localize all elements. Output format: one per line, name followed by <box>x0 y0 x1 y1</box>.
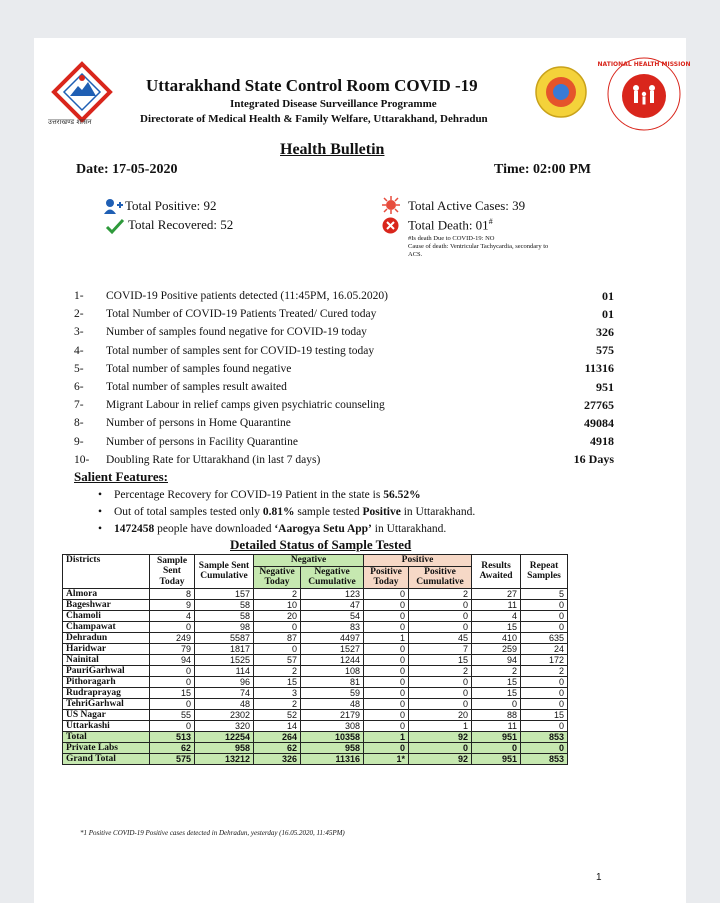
col-repeat-samples: Repeat Samples <box>521 555 568 589</box>
table-cell: 54 <box>301 610 364 621</box>
district-name: TehriGarhwal <box>63 698 150 709</box>
table-cell: 0 <box>409 742 472 753</box>
table-cell: 0 <box>409 698 472 709</box>
col-sample-sent-today: Sample Sent Today <box>150 555 195 589</box>
table-cell: 15 <box>472 687 521 698</box>
table-cell: 1 <box>364 731 409 742</box>
table-cell: 172 <box>521 654 568 665</box>
control-room-title: Uttarakhand State Control Room COVID -19 <box>146 76 478 95</box>
table-cell: 0 <box>409 610 472 621</box>
table-cell: 8 <box>150 588 195 599</box>
table-cell: 7 <box>409 643 472 654</box>
table-cell: 0 <box>364 643 409 654</box>
table-cell: 2 <box>472 665 521 676</box>
table-cell: 410 <box>472 632 521 643</box>
table-cell: 15 <box>150 687 195 698</box>
table-cell: 114 <box>195 665 254 676</box>
item-text: Total Number of COVID-19 Patients Treated/ Cured today <box>106 308 377 321</box>
table-cell: 326 <box>254 753 301 764</box>
table-cell: 635 <box>521 632 568 643</box>
table-cell: 958 <box>301 742 364 753</box>
item-value: 49084 <box>584 415 614 430</box>
table-cell: 259 <box>472 643 521 654</box>
item-number: 2- <box>74 308 84 321</box>
table-cell: 24 <box>521 643 568 654</box>
bulletin-item <box>74 451 614 469</box>
col-neg-cum: Negative Cumulative <box>301 566 364 588</box>
death-note <box>408 235 638 259</box>
table-cell: 513 <box>150 731 195 742</box>
table-cell: 2179 <box>301 709 364 720</box>
table-cell: 1527 <box>301 643 364 654</box>
item-number: 5- <box>74 362 84 375</box>
item-value: 27765 <box>584 397 614 412</box>
table-cell: 15 <box>254 676 301 687</box>
table-cell: 48 <box>301 698 364 709</box>
table-cell: 11316 <box>301 753 364 764</box>
district-row <box>63 709 568 720</box>
table-cell: 59 <box>301 687 364 698</box>
table-cell: 3 <box>254 687 301 698</box>
table-cell: 0 <box>521 676 568 687</box>
table-cell: 62 <box>254 742 301 753</box>
bulletin-item <box>74 287 614 305</box>
bulletin-item <box>74 305 614 323</box>
total-recovered: Total Recovered: 52 <box>128 217 234 232</box>
table-cell: 0 <box>521 698 568 709</box>
col-negative: Negative <box>254 555 364 567</box>
bulletin-item <box>74 378 614 396</box>
death-mark: # <box>488 217 493 226</box>
item-text: COVID-19 Positive patients detected (11:45PM, 16.05.2020) <box>106 290 388 303</box>
district-name: Champawat <box>63 621 150 632</box>
item-text: Doubling Rate for Uttarakhand (in last 7 days) <box>106 453 321 466</box>
item-value: 4918 <box>590 434 614 449</box>
table-cell: 0 <box>364 588 409 599</box>
salient-item-recovery <box>114 487 475 504</box>
table-cell: 9 <box>150 599 195 610</box>
bulletin-item <box>74 360 614 378</box>
table-cell: 58 <box>195 610 254 621</box>
table-cell: 2 <box>409 588 472 599</box>
item-value: 01 <box>602 306 614 321</box>
page-number: 1 <box>596 872 602 883</box>
district-name: Bageshwar <box>63 599 150 610</box>
district-row <box>63 698 568 709</box>
district-row <box>63 687 568 698</box>
col-pos-cum: Positive Cumulative <box>409 566 472 588</box>
table-cell: 0 <box>150 676 195 687</box>
table-cell: 0 <box>150 665 195 676</box>
table-cell: 951 <box>472 753 521 764</box>
table-cell: 62 <box>150 742 195 753</box>
total-row <box>63 731 568 742</box>
health-bulletin-heading: Health Bulletin <box>280 141 385 158</box>
table-cell: 0 <box>364 698 409 709</box>
item-number: 4- <box>74 344 84 357</box>
bulletin-item <box>74 342 614 360</box>
table-cell: 52 <box>254 709 301 720</box>
total-death-text: Total Death: 01 <box>408 217 489 233</box>
item-text: Number of persons in Facility Quarantine <box>106 435 298 448</box>
table-cell: 4497 <box>301 632 364 643</box>
table-cell: 2 <box>521 665 568 676</box>
table-cell: 123 <box>301 588 364 599</box>
table-cell: 15 <box>472 676 521 687</box>
bulletin-item <box>74 433 614 451</box>
table-cell: 5 <box>521 588 568 599</box>
item-value: 11316 <box>584 361 614 376</box>
table-cell: 92 <box>409 731 472 742</box>
add-user-icon <box>104 198 124 214</box>
salient-features-heading: Salient Features: <box>74 469 168 484</box>
table-cell: 0 <box>409 676 472 687</box>
district-row <box>63 588 568 599</box>
downloads-count: 1472458 <box>114 523 155 535</box>
table-cell: 951 <box>472 731 521 742</box>
salient-item-aarogya <box>114 521 475 538</box>
district-name: PauriGarhwal <box>63 665 150 676</box>
item-value: 326 <box>596 324 614 339</box>
table-cell: 0 <box>521 610 568 621</box>
checkmark-icon <box>106 218 124 234</box>
item-number: 3- <box>74 326 84 339</box>
table-cell: 2302 <box>195 709 254 720</box>
table-cell: 87 <box>254 632 301 643</box>
table-cell: 0 <box>521 621 568 632</box>
table-cell: 0 <box>150 720 195 731</box>
table-cell: 15 <box>409 654 472 665</box>
table-cell: 0 <box>364 621 409 632</box>
item-value: 16 Days <box>573 452 614 467</box>
district-name: Grand Total <box>63 753 150 764</box>
district-name: Almora <box>63 588 150 599</box>
item-text: Number of samples found negative for COVID-19 today <box>106 326 367 339</box>
table-cell: 0 <box>409 621 472 632</box>
death-note-line2: Cause of death: Ventricular Tachycardia, secondary to <box>408 243 549 250</box>
table-cell: 0 <box>364 742 409 753</box>
salient-features-list <box>114 487 475 538</box>
idsp-logo <box>534 64 588 120</box>
total-positive: Total Positive: 92 <box>125 198 217 213</box>
table-cell: 0 <box>364 676 409 687</box>
table-cell: 1525 <box>195 654 254 665</box>
bulletin-item <box>74 323 614 341</box>
total-death <box>408 217 493 233</box>
total-row <box>63 753 568 764</box>
positivity-percent: 0.81% <box>262 506 295 518</box>
bulletin-page <box>34 38 691 903</box>
table-cell: 0 <box>521 687 568 698</box>
table-cell: 94 <box>472 654 521 665</box>
table-cell: 1* <box>364 753 409 764</box>
col-positive: Positive <box>364 555 472 567</box>
col-neg-today: Negative Today <box>254 566 301 588</box>
table-cell: 0 <box>472 742 521 753</box>
district-row <box>63 665 568 676</box>
table-cell: 853 <box>521 753 568 764</box>
total-row <box>63 742 568 753</box>
item-number: 8- <box>74 417 84 430</box>
item-text: Total number of samples found negative <box>106 362 292 375</box>
directorate-subtitle: Directorate of Medical Health & Family Welfare, Uttarakhand, Dehradun <box>140 113 488 125</box>
table-cell: 88 <box>472 709 521 720</box>
item-number: 7- <box>74 399 84 412</box>
table-cell: 45 <box>409 632 472 643</box>
table-cell: 0 <box>364 610 409 621</box>
table-cell: 94 <box>150 654 195 665</box>
col-districts: Districts <box>63 555 150 589</box>
table-cell: 27 <box>472 588 521 599</box>
table-cell: 20 <box>409 709 472 720</box>
item-value: 951 <box>596 379 614 394</box>
table-cell: 11 <box>472 720 521 731</box>
item-text: Migrant Labour in relief camps given psychiatric counseling <box>106 399 385 412</box>
table-cell: 575 <box>150 753 195 764</box>
district-row <box>63 654 568 665</box>
table-cell: 48 <box>195 698 254 709</box>
table-cell: 0 <box>254 621 301 632</box>
district-row <box>63 610 568 621</box>
district-row <box>63 676 568 687</box>
table-cell: 264 <box>254 731 301 742</box>
logo-left-caption: उत्तराखण्ड शासन <box>48 118 92 126</box>
district-name: Rudraprayag <box>63 687 150 698</box>
salient-text: Percentage Recovery for COVID-19 Patient in the state is <box>114 489 384 501</box>
table-cell: 0 <box>150 698 195 709</box>
col-pos-today: Positive Today <box>364 566 409 588</box>
table-cell: 2 <box>254 665 301 676</box>
table-cell: 96 <box>195 676 254 687</box>
detailed-status-title: Detailed Status of Sample Tested <box>230 537 412 552</box>
table-cell: 2 <box>254 698 301 709</box>
table-cell: 83 <box>301 621 364 632</box>
table-cell: 0 <box>472 698 521 709</box>
table-cell: 57 <box>254 654 301 665</box>
uttarakhand-govt-logo <box>52 62 112 124</box>
table-cell: 1817 <box>195 643 254 654</box>
table-cell: 13212 <box>195 753 254 764</box>
death-note-line3: ACS. <box>408 251 423 258</box>
table-cell: 12254 <box>195 731 254 742</box>
table-cell: 47 <box>301 599 364 610</box>
bulletin-items-list <box>74 287 614 469</box>
table-cell: 308 <box>301 720 364 731</box>
col-results-awaited: Results Awaited <box>472 555 521 589</box>
district-name: Haridwar <box>63 643 150 654</box>
table-cell: 0 <box>150 621 195 632</box>
salient-text: Out of total samples tested only <box>114 506 263 518</box>
salient-text: in Uttarakhand. <box>400 506 476 518</box>
item-text: Number of persons in Home Quarantine <box>106 417 291 430</box>
bulletin-date: Date: 17-05-2020 <box>76 162 178 177</box>
virus-icon <box>382 196 400 214</box>
table-cell: 0 <box>254 643 301 654</box>
table-cell: 1 <box>364 632 409 643</box>
table-cell: 0 <box>521 599 568 610</box>
cross-circle-icon <box>382 217 399 234</box>
table-cell: 92 <box>409 753 472 764</box>
district-row <box>63 632 568 643</box>
table-cell: 0 <box>364 654 409 665</box>
salient-item-positivity <box>114 504 475 521</box>
table-cell: 0 <box>521 720 568 731</box>
bulletin-time: Time: 02:00 PM <box>494 162 591 177</box>
table-cell: 20 <box>254 610 301 621</box>
programme-subtitle: Integrated Disease Surveillance Programme <box>230 98 437 110</box>
district-name: Nainital <box>63 654 150 665</box>
district-row <box>63 599 568 610</box>
table-cell: 14 <box>254 720 301 731</box>
table-cell: 4 <box>472 610 521 621</box>
item-text: Total number of samples result awaited <box>106 381 287 394</box>
death-note-line1: #Is death Due to COVID-19: NO <box>408 235 495 242</box>
table-cell: 2 <box>254 588 301 599</box>
district-name: Pithoragarh <box>63 676 150 687</box>
table-cell: 10358 <box>301 731 364 742</box>
table-cell: 98 <box>195 621 254 632</box>
table-cell: 249 <box>150 632 195 643</box>
item-value: 01 <box>602 288 614 303</box>
nhm-logo-text: NATIONAL HEALTH MISSION <box>597 61 691 68</box>
table-cell: 79 <box>150 643 195 654</box>
table-cell: 0 <box>521 742 568 753</box>
item-number: 10- <box>74 453 90 466</box>
district-name: Dehradun <box>63 632 150 643</box>
table-cell: 320 <box>195 720 254 731</box>
table-footnote: *1 Positive COVID-19 Positive cases detected in Dehradun, yesterday (16.05.2020, 11:45PM) <box>80 829 345 837</box>
item-number: 1- <box>74 290 84 303</box>
table-cell: 0 <box>364 720 409 731</box>
salient-bold: Positive <box>362 506 401 518</box>
sample-status-table <box>62 554 568 765</box>
district-name: Total <box>63 731 150 742</box>
table-cell: 4 <box>150 610 195 621</box>
table-cell: 11 <box>472 599 521 610</box>
table-cell: 10 <box>254 599 301 610</box>
app-name: ‘Aarogya Setu App’ <box>274 523 372 535</box>
table-cell: 2 <box>409 665 472 676</box>
item-text: Total number of samples sent for COVID-19 testing today <box>106 344 375 357</box>
district-row <box>63 720 568 731</box>
item-number: 6- <box>74 381 84 394</box>
table-cell: 58 <box>195 599 254 610</box>
salient-text: in Uttarakhand. <box>371 523 447 535</box>
table-cell: 958 <box>195 742 254 753</box>
table-cell: 853 <box>521 731 568 742</box>
total-active-cases: Total Active Cases: 39 <box>408 198 526 213</box>
table-cell: 0 <box>364 665 409 676</box>
table-cell: 0 <box>364 709 409 720</box>
district-row <box>63 643 568 654</box>
table-cell: 0 <box>409 687 472 698</box>
salient-text: sample tested <box>294 506 363 518</box>
table-cell: 5587 <box>195 632 254 643</box>
district-name: US Nagar <box>63 709 150 720</box>
table-cell: 1244 <box>301 654 364 665</box>
bulletin-item <box>74 414 614 432</box>
table-cell: 1 <box>409 720 472 731</box>
table-cell: 0 <box>364 599 409 610</box>
table-cell: 81 <box>301 676 364 687</box>
item-number: 9- <box>74 435 84 448</box>
item-value: 575 <box>596 343 614 358</box>
table-cell: 108 <box>301 665 364 676</box>
table-cell: 15 <box>472 621 521 632</box>
district-name: Uttarkashi <box>63 720 150 731</box>
bulletin-item <box>74 396 614 414</box>
table-cell: 74 <box>195 687 254 698</box>
salient-text: people have downloaded <box>154 523 275 535</box>
district-name: Chamoli <box>63 610 150 621</box>
table-cell: 157 <box>195 588 254 599</box>
table-cell: 0 <box>409 599 472 610</box>
recovery-percent: 56.52% <box>383 489 421 501</box>
col-sample-sent-cum: Sample Sent Cumulative <box>195 555 254 589</box>
district-row <box>63 621 568 632</box>
district-name: Private Labs <box>63 742 150 753</box>
table-cell: 0 <box>364 687 409 698</box>
table-cell: 15 <box>521 709 568 720</box>
nhm-logo <box>597 56 691 132</box>
table-cell: 55 <box>150 709 195 720</box>
